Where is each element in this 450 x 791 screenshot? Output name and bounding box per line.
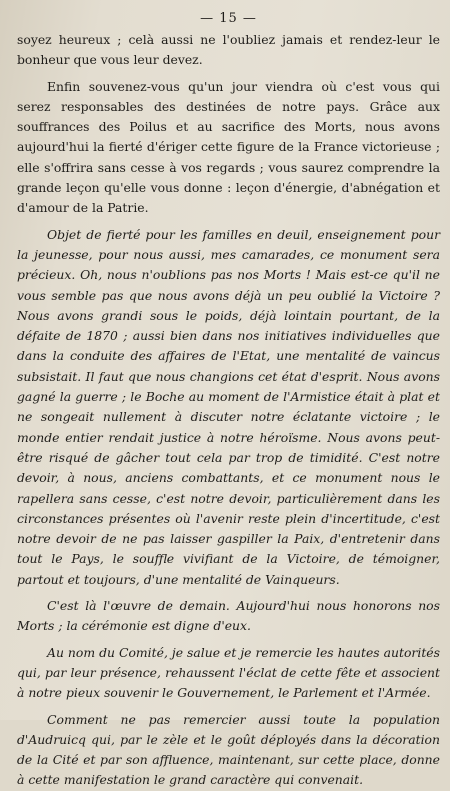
paragraph-opening: soyez heureux ; celà aussi ne l'oubliez jamais et rendez-leur le bonheur que vous leur devez. [17,32,440,68]
paragraph-remerciements: Comment ne pas remercier aussi toute la population d'Audruicq qui, par le zèle et le goût déployés dans la décoration de la Cité et par son affluence, maintenant, sur cette place, donne à cette manifestation le grand caractère qui convenait. [17,711,440,788]
paragraph-fierte: Objet de fierté pour les familles en deuil, enseignement pour la jeunesse, pour nous aussi, mes camarades, ce monument sera précieux. Oh, nous n'oublions pas nos Morts ! Mais est-ce qu'il ne vous semble pas que nous avons déjà un peu oublié la Victoire ? Nous avons grandi sous le poids, déjà lointain pourtant, de la défaite de 1870 ; aussi bien dans nos initiatives individuelles que dans la conduite des affaires de l'Etat, une mentalité de vaincus subsistait. Il faut que nous changions cet état d'esprit. Nous avons gagné la guerre ; le Boche au moment de l'Armistice était à plat et ne songeait nullement à discuter notre éclatante victoire ; le monde entier rendait justice à notre héroïsme. Nous avons peut-être risqué de gâcher tout cela par trop de timidité. C'est notre devoir, à nous, anciens combattants, et ce monument nous le rapellera sans cesse, c'est notre devoir, particulièrement dans les circonstances présentes où l'avenir reste plein d'incertitude, c'est notre devoir de ne pas laisser gaspiller la Paix, d'entretenir dans tout le Pays, le souffle vivifiant de la Victoire, de témoigner, partout et toujours, d'une mentalité de Vainqueurs. [17,226,440,587]
paragraph-souvenez: Enfin souvenez-vous qu'un jour viendra où c'est vous qui serez responsables des destinées de notre pays. Grâce aux souffrances des Poilus et au sacrifice des Morts, nous avons aujourd'hui la fierté d'ériger cette figure de la France victorieuse ; elle s'offrira sans cesse à vos regards ; vous saurez comprendre la grande leçon qu'elle vous donne : leçon d'énergie, d'abnégation et d'amour de la Patrie. [17,78,440,216]
paragraph-oeuvre: C'est là l'œuvre de demain. Aujourd'hui nous honorons nos Morts ; la cérémonie est digne d'eux. [17,598,440,634]
paragraph-comite: Au nom du Comité, je salue et je remercie les hautes autorités qui, par leur présence, rehaussent l'éclat de cette fête et associent à notre pieux souvenir le Gouvernement, le Parlement et l'Armée. [17,644,440,701]
page-number: — 15 — [200,11,257,26]
